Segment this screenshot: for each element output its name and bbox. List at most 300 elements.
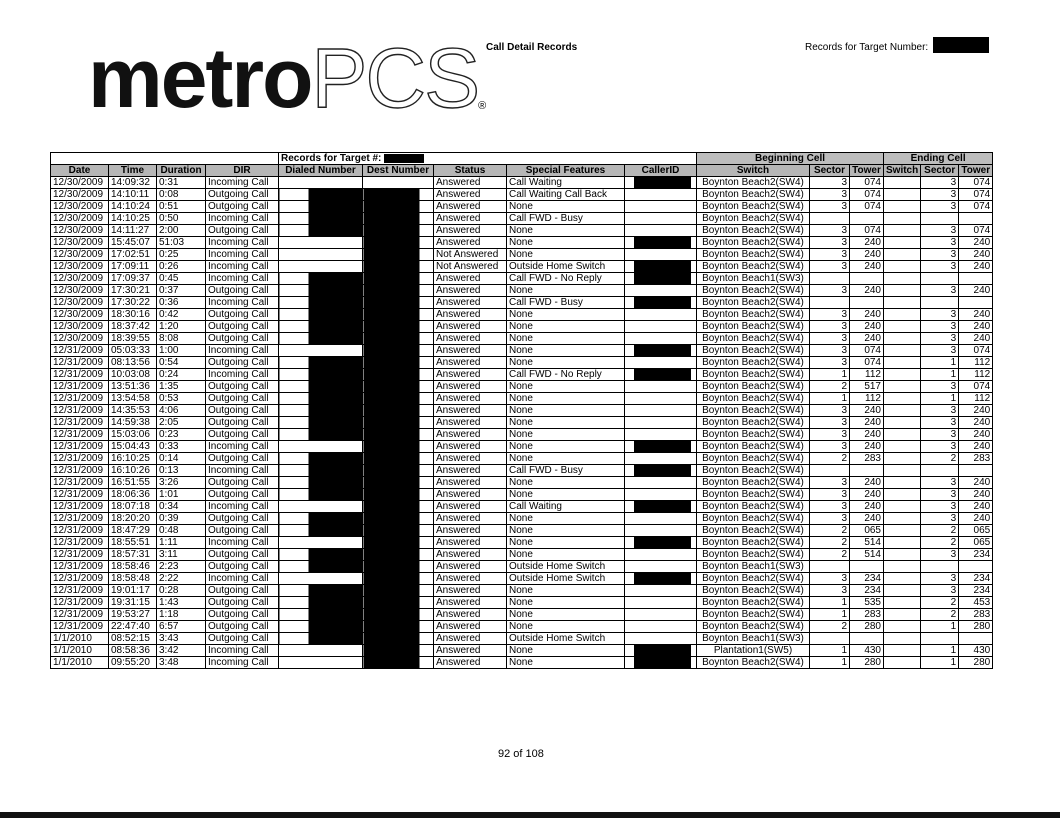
cell-dest-number [363, 201, 434, 213]
cell-date: 12/31/2009 [51, 405, 109, 417]
cell-special-features: Call Waiting [507, 177, 625, 189]
cell-special-features: None [507, 345, 625, 357]
cell-time: 19:01:17 [109, 585, 157, 597]
cell-time: 17:09:37 [109, 273, 157, 285]
cell-beginning-switch: Boynton Beach2(SW4) [697, 405, 810, 417]
cell-duration: 3:26 [157, 477, 206, 489]
cell-ending-sector: 2 [921, 597, 959, 609]
table-row [51, 633, 993, 645]
cell-status: Answered [434, 537, 507, 549]
cell-dialed-number [279, 609, 363, 621]
cell-time: 09:55:20 [109, 657, 157, 669]
cell-ending-tower: 240 [959, 237, 993, 249]
cell-time: 16:10:25 [109, 453, 157, 465]
cell-beginning-tower: 074 [850, 225, 884, 237]
column-header: Tower [959, 165, 993, 177]
cell-date: 12/31/2009 [51, 345, 109, 357]
table-row [51, 657, 993, 669]
cell-ending-sector: 3 [921, 501, 959, 513]
cell-beginning-tower [850, 633, 884, 645]
cell-ending-switch [884, 225, 921, 237]
cell-caller-id [625, 453, 697, 465]
cell-beginning-tower: 074 [850, 345, 884, 357]
cell-ending-tower: 240 [959, 309, 993, 321]
table-row [51, 345, 993, 357]
cell-caller-id [625, 573, 697, 585]
cell-beginning-switch: Boynton Beach2(SW4) [697, 489, 810, 501]
cell-duration: 0:13 [157, 465, 206, 477]
cell-ending-switch [884, 381, 921, 393]
cell-time: 14:09:32 [109, 177, 157, 189]
cell-dialed-number [279, 393, 363, 405]
cell-ending-tower: 240 [959, 249, 993, 261]
cell-date: 12/31/2009 [51, 417, 109, 429]
cell-beginning-switch: Boynton Beach2(SW4) [697, 525, 810, 537]
cell-status: Answered [434, 549, 507, 561]
cell-duration: 1:11 [157, 537, 206, 549]
column-header: Dialed Number [279, 165, 363, 177]
cell-duration: 0:25 [157, 249, 206, 261]
cell-beginning-sector: 3 [810, 405, 850, 417]
column-header: DIR [206, 165, 279, 177]
cell-dialed-number [279, 345, 363, 357]
cell-beginning-switch: Boynton Beach2(SW4) [697, 333, 810, 345]
cell-caller-id [625, 549, 697, 561]
cell-dest-number [363, 573, 434, 585]
cell-beginning-tower: 074 [850, 201, 884, 213]
cell-direction: Outgoing Call [206, 381, 279, 393]
cell-ending-sector: 3 [921, 225, 959, 237]
cell-time: 18:58:46 [109, 561, 157, 573]
cell-duration: 0:14 [157, 453, 206, 465]
cell-special-features: None [507, 597, 625, 609]
cell-dialed-number [279, 381, 363, 393]
target-header-redaction [384, 154, 424, 163]
cell-beginning-switch: Boynton Beach2(SW4) [697, 201, 810, 213]
cell-ending-tower: 234 [959, 573, 993, 585]
cell-dialed-number [279, 297, 363, 309]
cell-duration: 1:00 [157, 345, 206, 357]
cell-time: 14:59:38 [109, 417, 157, 429]
cell-duration: 0:24 [157, 369, 206, 381]
cell-dialed-number [279, 369, 363, 381]
cell-beginning-switch: Boynton Beach2(SW4) [697, 441, 810, 453]
cell-special-features: Call FWD - No Reply [507, 369, 625, 381]
column-header: Tower [850, 165, 884, 177]
logo-wordmark-bold: metro [88, 31, 312, 125]
cell-time: 14:10:25 [109, 213, 157, 225]
cell-beginning-tower: 240 [850, 309, 884, 321]
column-header-row [51, 165, 993, 177]
cell-ending-tower: 240 [959, 261, 993, 273]
cell-beginning-switch: Boynton Beach2(SW4) [697, 225, 810, 237]
cell-beginning-sector: 3 [810, 429, 850, 441]
cell-caller-id [625, 645, 697, 657]
cell-special-features: None [507, 249, 625, 261]
cell-beginning-switch: Boynton Beach2(SW4) [697, 285, 810, 297]
cell-time: 14:10:11 [109, 189, 157, 201]
cell-beginning-tower: 074 [850, 357, 884, 369]
cell-status: Answered [434, 645, 507, 657]
cell-special-features: None [507, 537, 625, 549]
cell-ending-sector [921, 213, 959, 225]
cell-ending-sector: 3 [921, 585, 959, 597]
cell-beginning-tower: 240 [850, 285, 884, 297]
cell-time: 14:10:24 [109, 201, 157, 213]
cell-ending-tower: 240 [959, 501, 993, 513]
cell-duration: 1:18 [157, 609, 206, 621]
table-row [51, 189, 993, 201]
cell-ending-sector: 3 [921, 477, 959, 489]
cell-dialed-number [279, 249, 363, 261]
cell-ending-tower [959, 633, 993, 645]
cell-caller-id [625, 333, 697, 345]
cell-dest-number [363, 633, 434, 645]
cell-dialed-number [279, 429, 363, 441]
cell-beginning-sector: 3 [810, 189, 850, 201]
cell-dialed-number [279, 357, 363, 369]
cell-date: 12/31/2009 [51, 573, 109, 585]
cell-ending-switch [884, 297, 921, 309]
cell-ending-tower: 240 [959, 417, 993, 429]
cell-direction: Outgoing Call [206, 189, 279, 201]
cell-ending-tower: 240 [959, 441, 993, 453]
cell-caller-id [625, 621, 697, 633]
cell-beginning-switch: Boynton Beach2(SW4) [697, 261, 810, 273]
cell-special-features: Outside Home Switch [507, 561, 625, 573]
cell-beginning-sector [810, 273, 850, 285]
cell-dialed-number [279, 513, 363, 525]
cell-ending-sector [921, 297, 959, 309]
cell-dest-number [363, 561, 434, 573]
cell-beginning-sector: 3 [810, 573, 850, 585]
cell-status: Answered [434, 489, 507, 501]
cell-beginning-switch: Boynton Beach2(SW4) [697, 345, 810, 357]
cell-duration: 0:53 [157, 393, 206, 405]
cell-direction: Incoming Call [206, 297, 279, 309]
column-header: Special Features [507, 165, 625, 177]
call-records-body [51, 177, 993, 669]
cell-beginning-tower: 240 [850, 501, 884, 513]
cell-ending-sector: 3 [921, 261, 959, 273]
table-row [51, 585, 993, 597]
cell-beginning-tower: 514 [850, 537, 884, 549]
cell-caller-id [625, 201, 697, 213]
cell-dest-number [363, 225, 434, 237]
cell-ending-sector: 3 [921, 201, 959, 213]
cell-status: Answered [434, 201, 507, 213]
column-header: Time [109, 165, 157, 177]
cell-special-features: None [507, 393, 625, 405]
cell-ending-switch [884, 273, 921, 285]
cell-ending-sector: 3 [921, 237, 959, 249]
cell-ending-switch [884, 657, 921, 669]
cell-status: Answered [434, 393, 507, 405]
cell-date: 12/30/2009 [51, 225, 109, 237]
cell-date: 12/30/2009 [51, 309, 109, 321]
cell-caller-id [625, 561, 697, 573]
cell-beginning-switch: Boynton Beach2(SW4) [697, 321, 810, 333]
cell-direction: Outgoing Call [206, 405, 279, 417]
cell-time: 18:20:20 [109, 513, 157, 525]
cell-direction: Incoming Call [206, 369, 279, 381]
cell-beginning-sector: 3 [810, 321, 850, 333]
cell-beginning-switch: Plantation1(SW5) [697, 645, 810, 657]
cell-status: Answered [434, 525, 507, 537]
cell-special-features: None [507, 477, 625, 489]
cell-ending-sector: 2 [921, 609, 959, 621]
table-row [51, 225, 993, 237]
cell-time: 14:11:27 [109, 225, 157, 237]
cell-duration: 1:20 [157, 321, 206, 333]
cell-time: 08:52:15 [109, 633, 157, 645]
cell-caller-id [625, 285, 697, 297]
cell-beginning-tower: 280 [850, 657, 884, 669]
cell-beginning-sector: 3 [810, 441, 850, 453]
cell-special-features: None [507, 357, 625, 369]
cell-duration: 0:23 [157, 429, 206, 441]
cell-time: 16:51:55 [109, 477, 157, 489]
cell-beginning-sector: 3 [810, 489, 850, 501]
cell-dest-number [363, 501, 434, 513]
cell-duration: 2:00 [157, 225, 206, 237]
table-row [51, 513, 993, 525]
cell-ending-tower: 074 [959, 177, 993, 189]
cell-caller-id [625, 633, 697, 645]
cell-ending-tower [959, 465, 993, 477]
table-row [51, 273, 993, 285]
cell-ending-switch [884, 357, 921, 369]
cell-dest-number [363, 321, 434, 333]
cell-ending-switch [884, 525, 921, 537]
table-row [51, 549, 993, 561]
table-row [51, 597, 993, 609]
cell-date: 12/30/2009 [51, 261, 109, 273]
cell-dest-number [363, 477, 434, 489]
cell-direction: Outgoing Call [206, 309, 279, 321]
cell-ending-sector: 3 [921, 441, 959, 453]
cell-dest-number [363, 537, 434, 549]
table-row [51, 261, 993, 273]
cell-caller-id [625, 369, 697, 381]
cell-special-features: Outside Home Switch [507, 261, 625, 273]
column-header: CallerID [625, 165, 697, 177]
cell-status: Answered [434, 501, 507, 513]
cell-direction: Incoming Call [206, 177, 279, 189]
cell-dest-number [363, 405, 434, 417]
cell-beginning-switch: Boynton Beach2(SW4) [697, 189, 810, 201]
table-row [51, 237, 993, 249]
cell-direction: Outgoing Call [206, 633, 279, 645]
cell-beginning-sector: 2 [810, 525, 850, 537]
cell-ending-switch [884, 573, 921, 585]
cell-ending-sector: 3 [921, 321, 959, 333]
cell-dialed-number [279, 273, 363, 285]
cell-status: Answered [434, 633, 507, 645]
cell-direction: Incoming Call [206, 261, 279, 273]
cell-ending-sector: 3 [921, 429, 959, 441]
cell-beginning-tower: 430 [850, 645, 884, 657]
cell-duration: 1:01 [157, 489, 206, 501]
cell-status: Answered [434, 585, 507, 597]
cell-beginning-tower: 240 [850, 261, 884, 273]
cell-dialed-number [279, 645, 363, 657]
cell-status: Answered [434, 213, 507, 225]
cell-ending-sector: 1 [921, 369, 959, 381]
cell-beginning-sector: 3 [810, 261, 850, 273]
column-header: Date [51, 165, 109, 177]
cell-beginning-tower: 240 [850, 405, 884, 417]
cell-dialed-number [279, 237, 363, 249]
cell-beginning-sector: 1 [810, 657, 850, 669]
cell-beginning-tower: 074 [850, 189, 884, 201]
cell-dest-number [363, 285, 434, 297]
cell-date: 12/30/2009 [51, 213, 109, 225]
cell-dest-number [363, 261, 434, 273]
cell-date: 1/1/2010 [51, 633, 109, 645]
cell-ending-switch [884, 393, 921, 405]
cell-date: 12/31/2009 [51, 489, 109, 501]
cell-beginning-switch: Boynton Beach2(SW4) [697, 453, 810, 465]
cell-caller-id [625, 237, 697, 249]
cell-caller-id [625, 489, 697, 501]
cell-status: Answered [434, 477, 507, 489]
cell-duration: 4:06 [157, 405, 206, 417]
cell-date: 12/31/2009 [51, 393, 109, 405]
cell-beginning-sector [810, 465, 850, 477]
cell-date: 12/31/2009 [51, 561, 109, 573]
cell-time: 14:35:53 [109, 405, 157, 417]
cell-beginning-tower: 240 [850, 441, 884, 453]
cell-direction: Outgoing Call [206, 453, 279, 465]
cell-ending-tower: 065 [959, 537, 993, 549]
cell-ending-tower: 240 [959, 429, 993, 441]
cell-ending-sector: 3 [921, 549, 959, 561]
cell-duration: 0:33 [157, 441, 206, 453]
cell-dest-number [363, 237, 434, 249]
cell-ending-switch [884, 285, 921, 297]
table-row [51, 381, 993, 393]
cell-beginning-switch: Boynton Beach2(SW4) [697, 429, 810, 441]
cell-time: 17:30:22 [109, 297, 157, 309]
cell-dest-number [363, 429, 434, 441]
cell-caller-id [625, 261, 697, 273]
cell-date: 12/31/2009 [51, 441, 109, 453]
cell-direction: Outgoing Call [206, 357, 279, 369]
cell-caller-id [625, 213, 697, 225]
cell-caller-id [625, 525, 697, 537]
cell-time: 18:55:51 [109, 537, 157, 549]
cell-special-features: Call FWD - No Reply [507, 273, 625, 285]
cell-beginning-tower: 514 [850, 549, 884, 561]
cell-ending-switch [884, 441, 921, 453]
cell-dialed-number [279, 657, 363, 669]
cell-beginning-sector: 2 [810, 381, 850, 393]
cell-direction: Incoming Call [206, 537, 279, 549]
cell-ending-tower [959, 297, 993, 309]
cell-caller-id [625, 537, 697, 549]
registered-mark: ® [478, 100, 487, 112]
table-row [51, 321, 993, 333]
cell-date: 12/30/2009 [51, 321, 109, 333]
cell-ending-switch [884, 309, 921, 321]
cell-dest-number [363, 513, 434, 525]
cell-duration: 0:42 [157, 309, 206, 321]
cell-special-features: None [507, 237, 625, 249]
cell-beginning-tower: 240 [850, 489, 884, 501]
cell-duration: 2:22 [157, 573, 206, 585]
cell-beginning-tower: 240 [850, 513, 884, 525]
cell-beginning-tower: 283 [850, 453, 884, 465]
cell-ending-switch [884, 585, 921, 597]
cell-time: 18:39:55 [109, 333, 157, 345]
cell-beginning-sector: 3 [810, 417, 850, 429]
cell-beginning-switch: Boynton Beach2(SW4) [697, 549, 810, 561]
cell-beginning-sector: 3 [810, 201, 850, 213]
cell-ending-sector: 3 [921, 333, 959, 345]
cell-beginning-sector: 3 [810, 357, 850, 369]
cell-dialed-number [279, 621, 363, 633]
cell-status: Answered [434, 561, 507, 573]
cell-special-features: None [507, 549, 625, 561]
cell-ending-switch [884, 621, 921, 633]
cell-date: 12/30/2009 [51, 333, 109, 345]
cell-special-features: None [507, 489, 625, 501]
cell-date: 12/31/2009 [51, 585, 109, 597]
cell-ending-switch [884, 213, 921, 225]
cell-status: Answered [434, 225, 507, 237]
cell-special-features: None [507, 321, 625, 333]
cell-direction: Outgoing Call [206, 477, 279, 489]
cell-dialed-number [279, 189, 363, 201]
cell-ending-switch [884, 333, 921, 345]
cell-beginning-switch: Boynton Beach2(SW4) [697, 537, 810, 549]
cell-status: Answered [434, 441, 507, 453]
cell-beginning-tower: 234 [850, 585, 884, 597]
cell-ending-tower: 112 [959, 357, 993, 369]
cell-dest-number [363, 465, 434, 477]
cell-status: Answered [434, 429, 507, 441]
cell-direction: Outgoing Call [206, 333, 279, 345]
cell-ending-switch [884, 201, 921, 213]
cell-direction: Outgoing Call [206, 513, 279, 525]
cell-date: 12/31/2009 [51, 357, 109, 369]
cell-dialed-number [279, 201, 363, 213]
cell-time: 19:31:15 [109, 597, 157, 609]
cell-special-features: None [507, 621, 625, 633]
cell-time: 08:13:56 [109, 357, 157, 369]
cell-ending-tower: 074 [959, 345, 993, 357]
cell-dest-number [363, 273, 434, 285]
cell-ending-sector [921, 273, 959, 285]
cell-caller-id [625, 405, 697, 417]
cell-direction: Outgoing Call [206, 285, 279, 297]
cell-duration: 0:26 [157, 261, 206, 273]
cell-ending-tower: 280 [959, 621, 993, 633]
cell-dialed-number [279, 549, 363, 561]
table-row [51, 465, 993, 477]
cell-ending-sector: 3 [921, 285, 959, 297]
cell-caller-id [625, 309, 697, 321]
cell-beginning-switch: Boynton Beach2(SW4) [697, 573, 810, 585]
cell-duration: 0:28 [157, 585, 206, 597]
cell-time: 17:09:11 [109, 261, 157, 273]
cell-special-features: None [507, 609, 625, 621]
cell-caller-id [625, 597, 697, 609]
cell-date: 12/30/2009 [51, 189, 109, 201]
cell-special-features: None [507, 285, 625, 297]
cell-beginning-switch: Boynton Beach2(SW4) [697, 237, 810, 249]
